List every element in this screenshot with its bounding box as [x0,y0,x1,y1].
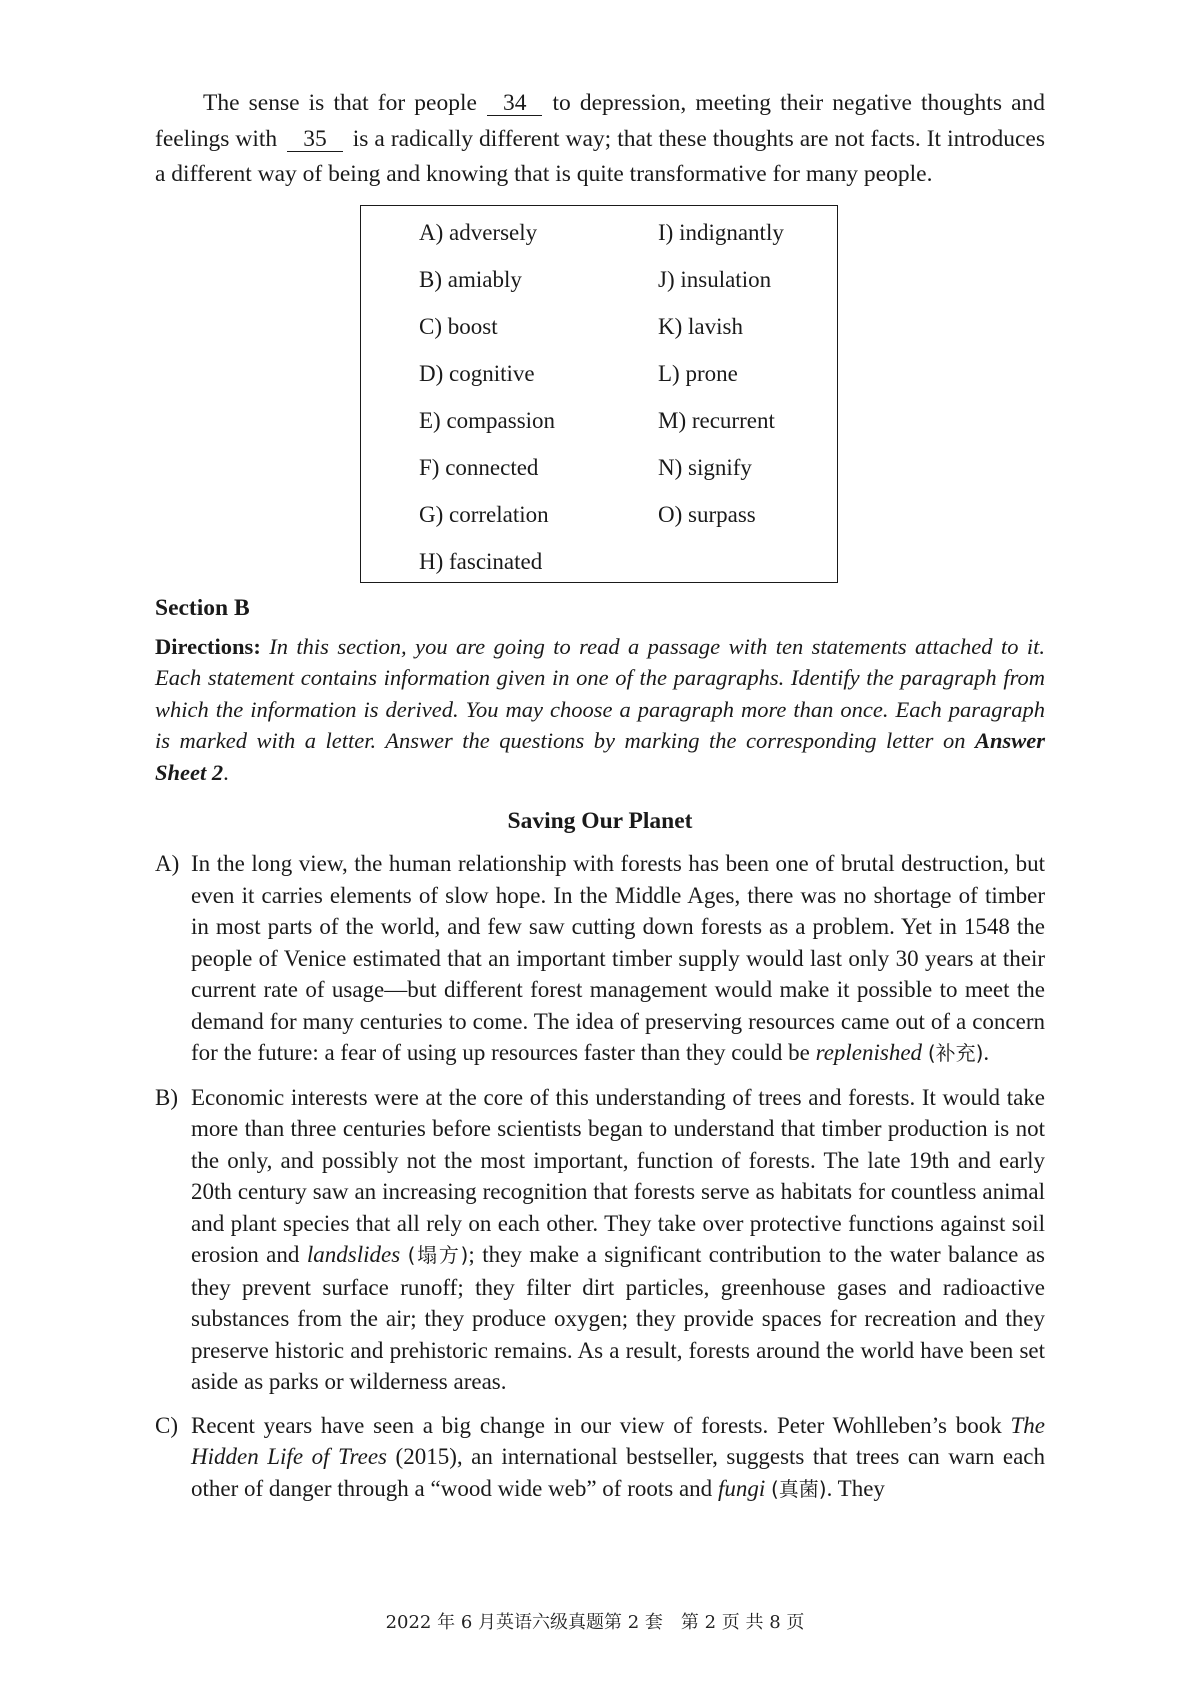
paragraph-a-text: In the long view, the human relationship with forests has been one of brutal destruction, but even it carries elements of slow hope. In the Middle Ages, there was no shortage of timber in most parts of the world, and few saw cutting down forests as a problem. Yet in 1548 the people of Venice estimated that an important timber supply would last only 30 years at their current rate of usage—but different forest management would make it possible to meet the demand for many centuries to come. The idea of preserving resources came out of a concern for the future: a fear of using up resources faster than they could be [191,851,1045,1065]
word-option: B) amiably [419,266,522,292]
paragraph-b-text-2: ; they make a significant contribution to the water balance as they prevent surface runoff; they filter dirt particles, greenhouse gases and radioactive substances from the air; they produce oxygen; they provide spaces for recreation and they preserve historic and prehistoric remains. As a result, forests around the world have been set aside as parks or wilderness areas. [191,1242,1046,1394]
section-b-title: Section B [155,594,250,621]
word-option: A) adversely [419,219,538,245]
paragraph-c-gloss: (真菌) [770,1476,827,1501]
word-option: D) cognitive [419,360,535,386]
paragraph-c [155,1410,1045,1506]
word-option: C) boost [419,313,498,339]
word-option: F) connected [419,454,539,480]
paragraph-b-gloss: (塌方) [407,1243,469,1267]
paragraph-letter: B) [155,1084,178,1110]
paragraph-c-text-3: . They [826,1475,885,1501]
word-option: E) compassion [419,407,556,433]
paragraph-letter: C) [155,1412,178,1438]
paragraph-c-term: fungi [717,1475,766,1501]
paragraph-a [155,848,1045,1070]
paragraph-a-end: . [983,1040,990,1065]
word-option: I) indignantly [658,219,784,245]
word-bank-box [360,205,838,583]
paragraph-c-book: The Hidden Life of Trees [191,1412,1046,1469]
intro-paragraph [155,86,1045,193]
paragraph-b-text: Economic interests were at the core of this understanding of trees and forests. It would take more than three centuries before scientists began to understand that timber production is not the only, and possibly not the most important, function of forests. The late 19th and early 20th century saw an increasing recognition that forests serve as habitats for countless animal and plant species that all rely on each other. They take over protective functions against soil erosion and [191,1084,1045,1267]
paragraph-letter: A) [155,851,180,876]
intro-text-2: to depression, meeting their negative thoughts and feelings with [155,90,1045,152]
paragraph-b [155,1082,1045,1398]
blank-35: 35 [287,127,343,152]
directions-paragraph [155,631,1045,789]
word-bank-left-column [419,218,555,594]
intro-text-1: The sense is that for people [203,90,477,116]
answer-sheet-label: Answer Sheet 2 [155,728,1045,785]
directions-lead: Directions: [155,633,261,659]
word-option: M) recurrent [658,407,775,433]
intro-text-3: is a radically different way; that these thoughts are not facts. It introduces a different way of being and knowing that is quite transformative for many people. [155,125,1045,187]
paragraph-c-text-2: (2015), an international bestseller, suggests that trees can warn each other of danger through a “wood wide web” of roots and [191,1444,1045,1501]
word-option: G) correlation [419,501,549,527]
word-bank-right-column [658,218,784,547]
word-option: N) signify [658,454,752,480]
blank-34: 34 [487,91,543,116]
paragraph-b-term: landslides [306,1242,401,1267]
word-option: J) insulation [658,266,772,292]
paragraph-c-text: Recent years have seen a big change in our view of forests. Peter Wohlleben’s book [191,1412,1002,1438]
word-option: K) lavish [658,313,743,339]
exam-page [155,86,1045,1505]
passage-title: Saving Our Planet [507,808,693,834]
word-option: H) fascinated [419,548,543,574]
word-option: L) prone [658,360,738,386]
paragraph-a-gloss: (补充) [927,1041,984,1065]
paragraph-a-term: replenished [815,1040,923,1065]
page-footer: 2022 年 6 月英语六级真题第 2 套 第 2 页 共 8 页 [385,1612,805,1633]
directions-end: . [223,759,229,785]
word-option: O) surpass [658,501,756,527]
directions-body: In this section, you are going to read a passage with ten statements attached to it. Each statement contains information given in one of the paragraphs. Identify the paragraph from which the information is derived. You may choose a paragraph more than once. Each paragraph is marked with a letter. Answer the questions by marking the corresponding letter on [155,633,1045,753]
